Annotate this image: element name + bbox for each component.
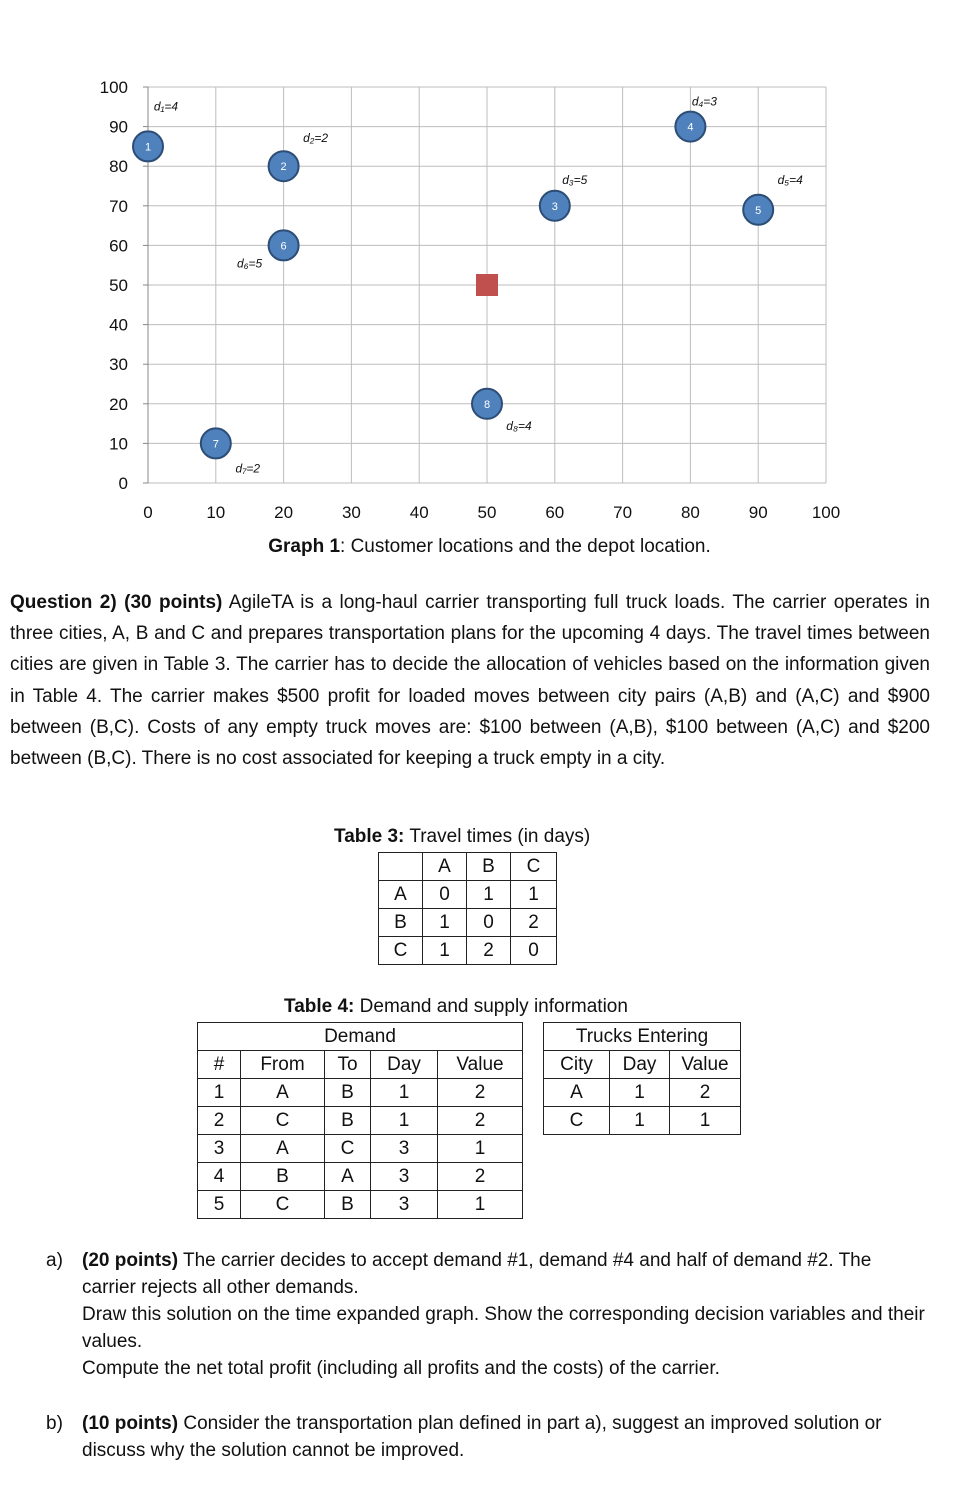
y-tick-label: 60: [109, 236, 128, 256]
y-tick-label: 0: [118, 474, 128, 493]
customer-location-chart: [0, 0, 979, 530]
x-tick-label: 60: [545, 503, 565, 522]
y-axis-tick-labels: [100, 78, 128, 493]
part-b: b) (10 points) Consider the transportation plan defined in part a), suggest an improved solution or discuss why the solution cannot be improved.: [46, 1413, 882, 1461]
x-tick-label: 70: [613, 503, 633, 522]
customer-demand-label: d₆=5: [237, 256, 263, 271]
y-tick-label: 50: [109, 276, 128, 295]
x-tick-label: 20: [274, 503, 294, 522]
customer-demand-label: d₈=4: [506, 418, 532, 433]
y-tick-label: 80: [109, 157, 128, 177]
customer-id-label: 5: [755, 204, 762, 217]
x-tick-label: 90: [748, 503, 768, 522]
customer-id-label: 3: [551, 200, 558, 213]
demand-table: Demand # From To Day Value 1 A B 1 2 2 C B 1 2 3 A C 3 1 4 B A 3 2 5 C B 3 1: [197, 1022, 523, 1219]
question-paragraph: Question 2) (30 points) AgileTA is a long-haul carrier transporting full truck loads. The carrier operates in three cities, A, B and C and prepares transportation plans for the upcoming 4 days. The travel times between cities are given in Table 3. The carrier has to decide the allocation of vehicles based on the information given in Table 4. The carrier makes $500 profit for loaded moves between city pairs (A,B) and (A,C) and $900 between (B,C). Costs of any empty truck moves are: $100 between (A,B), $100 between (A,C) and $200 between (B,C). There is no cost associated for keeping a truck empty in a city.: [10, 592, 930, 770]
customer-id-label: 8: [483, 398, 491, 411]
y-tick-label: 70: [109, 196, 128, 216]
table4-caption: Table 4: Demand and supply information: [284, 996, 628, 1017]
customer-id-label: 7: [212, 438, 219, 451]
graph-caption: Graph 1: Customer locations and the depot location.: [268, 536, 711, 557]
depot-marker-group: [476, 274, 498, 296]
y-tick-label: 40: [109, 315, 128, 335]
customer-demand-label: d₄=3: [691, 94, 717, 109]
x-tick-label: 0: [143, 503, 153, 522]
x-tick-label: 50: [477, 503, 497, 522]
x-tick-label: 100: [811, 503, 841, 522]
customer-id-label: 4: [687, 121, 694, 134]
trucks-entering-table: Trucks Entering City Day Value A 1 2 C 1 1: [543, 1022, 741, 1135]
x-tick-label: 30: [341, 503, 361, 522]
customer-demand-label: d₅=4: [777, 172, 803, 187]
travel-times-table: A B C A 0 1 1 B 1 0 2 C 1 2 0: [378, 852, 557, 965]
customer-demand-label: d₂=2: [303, 131, 329, 146]
x-axis-tick-labels: [143, 503, 840, 522]
customer-id-label: 6: [280, 240, 287, 253]
y-tick-label: 30: [109, 355, 128, 375]
y-tick-label: 10: [109, 434, 128, 454]
customer-demand-label: d₇=2: [235, 461, 261, 476]
y-tick-label: 100: [99, 78, 128, 97]
y-tick-label: 90: [109, 117, 128, 137]
part-a: a) (20 points) The carrier decides to accept demand #1, demand #4 and half of demand #2. The carrier rejects all other demands. Draw this solution on the time expanded graph. Show the corresponding decision variables and their values. Compute the net total profit (including all profits and the costs) of the carrier.: [46, 1250, 925, 1379]
x-tick-label: 80: [680, 503, 700, 522]
customer-demand-label: d₃=5: [562, 172, 588, 187]
x-tick-label: 40: [409, 503, 429, 522]
customer-id-label: 2: [280, 161, 287, 174]
table3-caption: Table 3: Travel times (in days): [334, 826, 591, 847]
x-tick-label: 10: [206, 503, 226, 522]
customer-id-label: 1: [144, 141, 152, 154]
depot-marker: [476, 274, 498, 296]
customer-demand-label: d₁=4: [153, 99, 179, 114]
y-tick-label: 20: [109, 394, 128, 414]
